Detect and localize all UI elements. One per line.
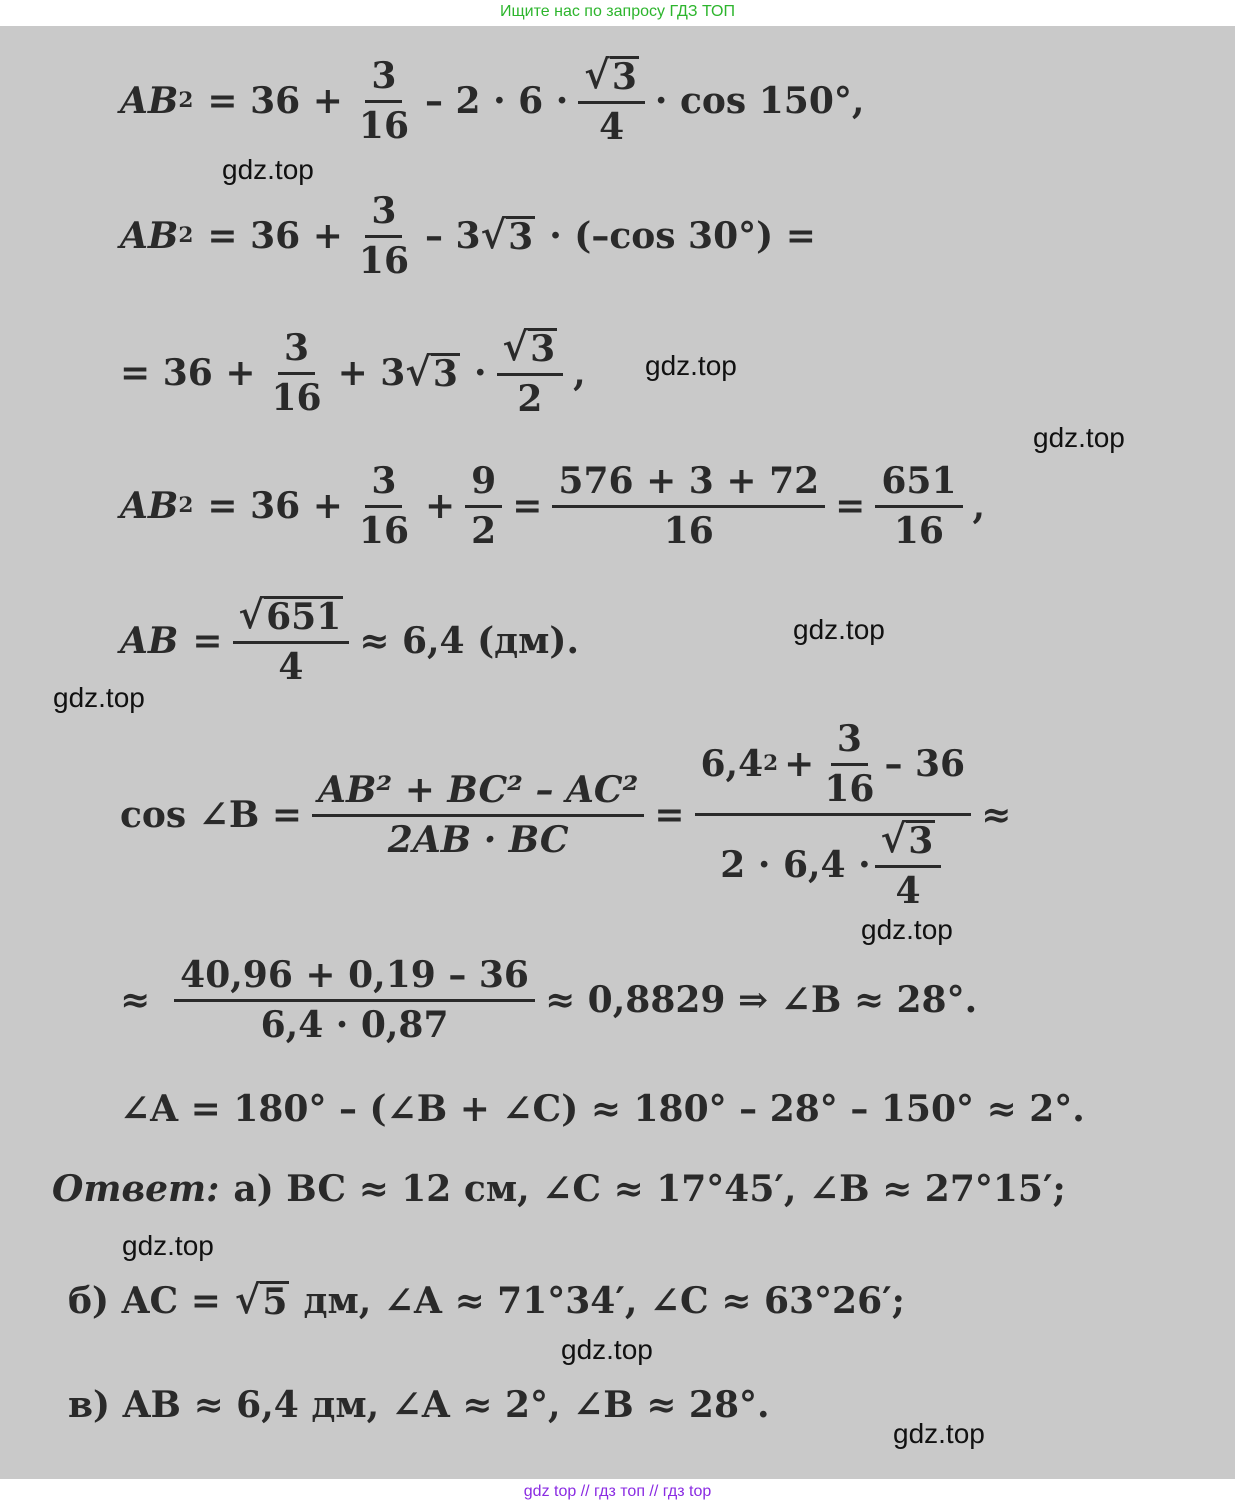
watermark-6: gdz.top	[861, 914, 953, 945]
equation-3	[120, 324, 586, 420]
equation-5	[120, 592, 579, 688]
eq5-text-1: =	[192, 620, 223, 663]
eq4-text-5: ,	[972, 485, 986, 528]
equation-7	[120, 956, 977, 1045]
eq5-fraction-1: √ 651 4	[233, 596, 350, 687]
eq3-text-2: + 3	[337, 352, 406, 395]
eq1-lhs: AB	[120, 80, 179, 123]
eq4-text-2: +	[425, 485, 456, 528]
eq4-fraction-3: $\frac{576 + 3 + 72}{16}$	[552, 462, 825, 551]
sqrt-symbol: √ 651	[238, 592, 342, 638]
eq4-lhs: AB	[120, 485, 179, 528]
eq5-text-2: ≈ 6,4 (дм).	[359, 620, 579, 663]
answer-c: в) AB ≈ 6,4 дм, ∠A ≈ 2°, ∠B ≈ 28°.	[68, 1384, 770, 1426]
sqrt-symbol: √ 3	[502, 324, 556, 370]
eq3-text-4: ,	[573, 352, 586, 395]
sqrt-symbol: √ 3	[405, 348, 458, 395]
watermark-8: gdz.top	[561, 1334, 653, 1365]
equation-2: AB 2 = 36 + $\frac{3}{16}$ – 3 √ 3 · (–cos 30°) =	[120, 190, 816, 282]
eq7-fraction-1: $\frac{40,96 + 0,19 - 36}{6,4 \cdot 0,87}$	[174, 956, 535, 1045]
bottom-banner	[0, 1479, 1235, 1507]
eq3-fraction-1: $\frac{3}{16}$	[271, 326, 322, 419]
watermark-3: gdz.top	[1033, 422, 1125, 453]
eq4-fraction-2: $\frac{9}{2}$	[465, 462, 502, 551]
watermark-4: gdz.top	[793, 614, 885, 645]
eq4-text-1: = 36 +	[207, 485, 343, 528]
watermark-5: gdz.top	[53, 682, 145, 713]
eq1-fraction-2: √ 3 4	[578, 56, 645, 147]
eq8-text: ∠A = 180° – (∠B + ∠C) ≈ 180° – 28° – 150° ≈ 2°.	[120, 1088, 1085, 1130]
watermark-1: gdz.top	[222, 154, 314, 185]
eq3-text-1: = 36 +	[120, 352, 256, 395]
eq5-lhs: AB	[120, 620, 179, 663]
sqrt-symbol: √ 3	[480, 211, 534, 258]
eq4-fraction-1: $\frac{3}{16}$	[358, 460, 409, 552]
eq2-fraction-1: $\frac{3}{16}$	[358, 190, 409, 282]
eq6-fraction-2: 6,4 2 + $\frac{3}{16}$ – 36 2 · 6,4 · √ 3 4	[695, 720, 972, 910]
eq2-text-3: · (–cos 30°) =	[549, 215, 816, 258]
equation-4: AB 2 = 36 + $\frac{3}{16}$ + $\frac{9}{2}$ = $\frac{576 + 3 + 72}{16}$ = $\frac{651}{16}$ ,	[120, 460, 986, 552]
eq1-text-2: – 2 · 6 ·	[425, 80, 569, 123]
sqrt-symbol: √ 5	[234, 1276, 288, 1323]
sqrt-symbol: √ 3	[584, 52, 637, 98]
eq6-text-1: =	[654, 794, 685, 837]
answer-b-pre: б) AC =	[68, 1280, 221, 1322]
eq2-text-2: – 3	[425, 215, 481, 258]
eq2-lhs: AB	[120, 215, 179, 258]
solution-page	[0, 26, 1235, 1479]
answer-line-b	[68, 1276, 905, 1323]
top-banner	[0, 0, 1235, 26]
top-banner-text: Ищите нас по запросу ГДЗ ТОП	[500, 3, 735, 20]
eq7-text-2: ≈ 0,8829 ⇒ ∠B ≈ 28°.	[544, 979, 978, 1022]
eq2-text-1: = 36 +	[207, 215, 343, 258]
bottom-banner-text: gdz top // гдз топ // гдз top	[523, 1483, 712, 1500]
eq4-text-3: =	[512, 485, 543, 528]
eq3-text-3: ·	[473, 352, 487, 395]
watermark-9: gdz.top	[893, 1418, 985, 1449]
equation-1: AB 2 = 36 + $\frac{3}{16}$ – 2 · 6 · √ 3 4 · cos 150°,	[120, 52, 865, 148]
answer-label: Ответ:	[52, 1168, 220, 1210]
eq4-fraction-4: $\frac{651}{16}$	[875, 462, 962, 551]
eq1-text-3: · cos 150°,	[654, 80, 865, 123]
eq3-fraction-2: √ 3 2	[497, 328, 564, 419]
watermark-2: gdz.top	[645, 350, 737, 381]
sqrt-symbol: √ 3	[880, 815, 934, 862]
answer-a: а) BC ≈ 12 см, ∠C ≈ 17°45′, ∠B ≈ 27°15′;	[233, 1168, 1066, 1210]
eq1-text-1: = 36 +	[207, 80, 343, 123]
watermark-7: gdz.top	[122, 1230, 214, 1261]
eq4-text-4: =	[835, 485, 866, 528]
answer-line-a	[52, 1168, 1066, 1210]
eq7-text-1: ≈	[120, 979, 151, 1022]
eq1-fraction-1: $\frac{3}{16}$	[358, 54, 409, 147]
equation-8	[120, 1088, 1085, 1130]
answer-b-post: дм, ∠A ≈ 71°34′, ∠C ≈ 63°26′;	[303, 1280, 905, 1322]
eq6-lhs: cos ∠B =	[120, 794, 303, 837]
equation-6	[120, 720, 1011, 910]
eq6-fraction-1: $\frac{\text{AB² + BC² – AC²}}{2AB \cdot BC}$	[312, 771, 644, 860]
eq6-text-2: ≈	[981, 794, 1012, 837]
answer-line-c	[68, 1384, 770, 1426]
